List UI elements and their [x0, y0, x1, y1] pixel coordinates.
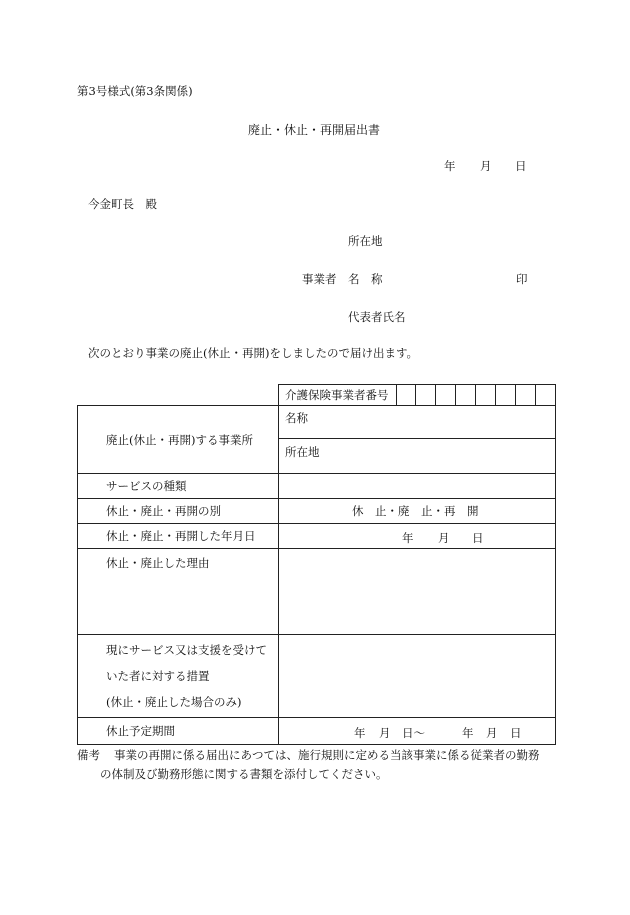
date-day-label: 日 — [515, 159, 527, 173]
category-label: 休止・廃止・再開の別 — [78, 499, 279, 524]
measures-label-line3: (休止・廃止した場合のみ) — [106, 695, 242, 709]
applicant-rep-label: 代表者氏名 — [348, 310, 406, 324]
provider-number-digit[interactable] — [496, 385, 516, 406]
office-name-label: 名称 — [285, 411, 308, 425]
service-type-label: サービスの種類 — [78, 474, 279, 499]
blank-corner — [78, 385, 279, 406]
period-end-month: 月 — [486, 726, 498, 740]
office-label: 廃止(休止・再開)する事業所 — [78, 406, 279, 474]
measures-value[interactable] — [279, 635, 556, 718]
provider-number-digit[interactable] — [516, 385, 536, 406]
measures-row — [78, 635, 556, 718]
measures-label — [78, 635, 279, 718]
reason-value[interactable] — [279, 549, 556, 635]
office-divider — [279, 438, 555, 439]
applicant-address-label: 所在地 — [348, 234, 383, 248]
page-title: 廃止・休止・再開届出書 — [248, 123, 381, 137]
service-type-value[interactable] — [279, 474, 556, 499]
provider-number-digit[interactable] — [436, 385, 456, 406]
remarks-line1: 事業の再開に係る届出にあつては、施行規則に定める当該事業に係る従業者の勤務 — [114, 748, 540, 762]
date-month-label: 月 — [480, 159, 492, 173]
provider-number-digit[interactable] — [536, 385, 556, 406]
date-row — [78, 524, 556, 549]
date-day: 日 — [472, 531, 484, 545]
office-row — [78, 406, 556, 474]
provider-number-digit[interactable] — [397, 385, 416, 406]
provider-number-label: 介護保険事業者番号 — [279, 385, 397, 406]
date-label: 休止・廃止・再開した年月日 — [78, 524, 279, 549]
provider-number-digit[interactable] — [456, 385, 476, 406]
date-value-cell[interactable] — [279, 524, 556, 549]
statement-text: 次のとおり事業の廃止(休止・再開)をしましたので届け出ます。 — [88, 346, 419, 360]
period-start-day: 日〜 — [402, 726, 425, 740]
period-start-year: 年 — [354, 726, 366, 740]
period-label: 休止予定期間 — [78, 718, 279, 745]
category-row — [78, 499, 556, 524]
form-number: 第3号様式(第3条関係) — [77, 84, 193, 98]
applicant-business-label: 事業者 — [302, 272, 337, 286]
office-value-cell — [279, 406, 556, 474]
addressee: 今金町長 殿 — [88, 197, 157, 211]
notification-table — [77, 384, 556, 745]
applicant-name-label: 名 称 — [348, 272, 383, 286]
office-address-label: 所在地 — [285, 445, 320, 459]
provider-number-digit[interactable] — [476, 385, 496, 406]
period-end-day: 日 — [510, 726, 522, 740]
remarks-line2: の体制及び勤務形態に関する書類を添付してください。 — [100, 767, 388, 781]
period-row — [78, 718, 556, 745]
service-type-row — [78, 474, 556, 499]
reason-row — [78, 549, 556, 635]
provider-number-row — [78, 385, 556, 406]
provider-number-digit[interactable] — [416, 385, 436, 406]
measures-label-line1: 現にサービス又は支援を受けて — [106, 643, 267, 657]
seal-mark: 印 — [516, 272, 528, 286]
reason-label: 休止・廃止した理由 — [78, 549, 279, 635]
category-value[interactable]: 休 止・廃 止・再 開 — [279, 499, 556, 524]
date-year-label: 年 — [444, 159, 456, 173]
date-month: 月 — [438, 531, 450, 545]
period-value-cell[interactable] — [279, 718, 556, 745]
date-year: 年 — [402, 531, 414, 545]
measures-label-line2: いた者に対する措置 — [106, 669, 210, 683]
remarks-label: 備考 — [77, 748, 100, 762]
period-end-year: 年 — [462, 726, 474, 740]
period-start-month: 月 — [379, 726, 391, 740]
